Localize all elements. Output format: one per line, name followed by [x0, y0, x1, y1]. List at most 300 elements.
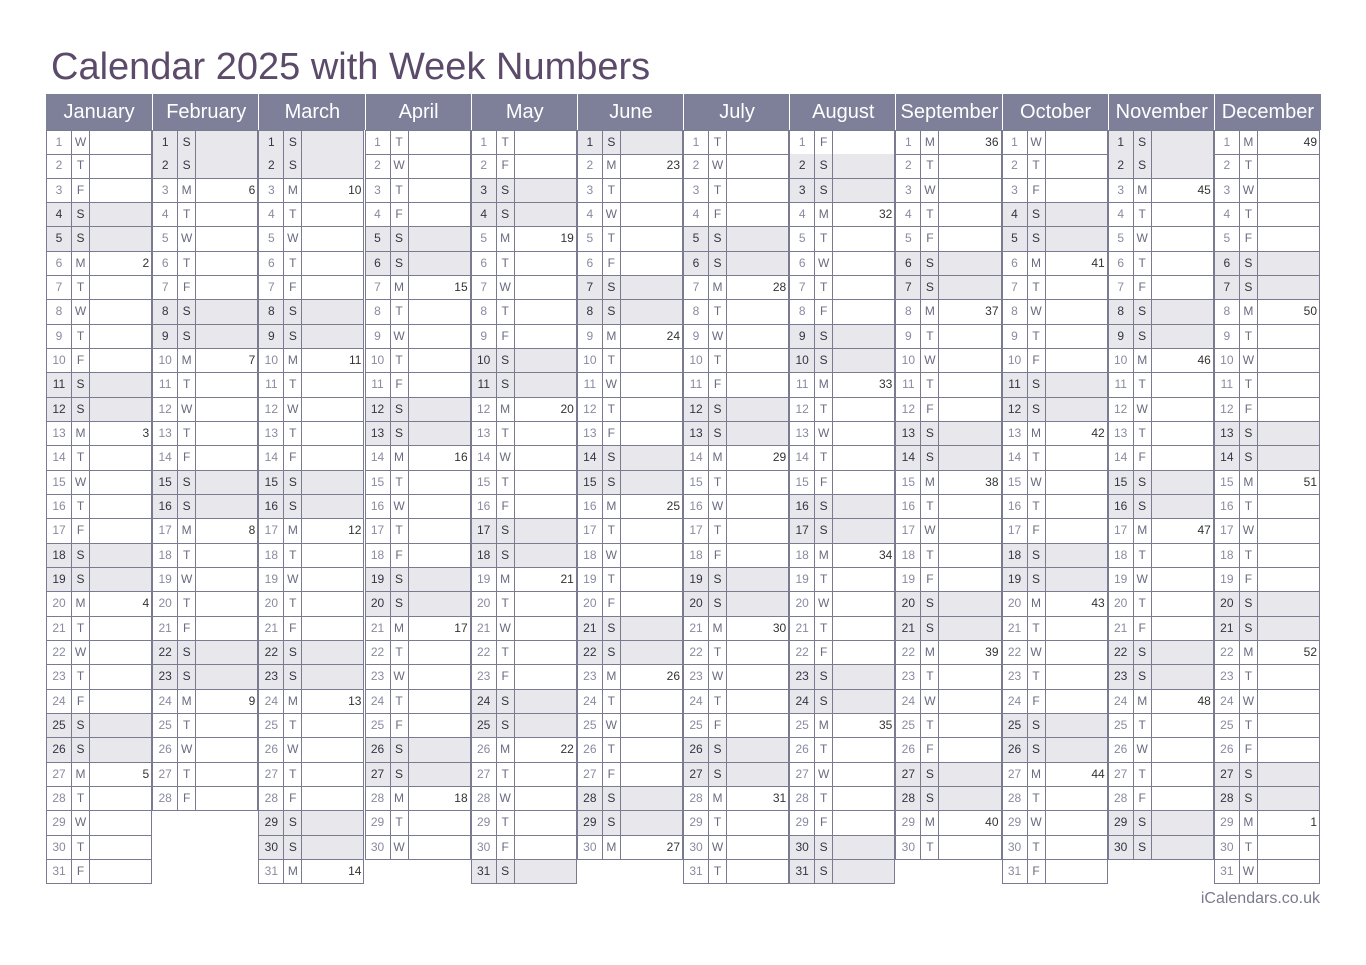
note-cell [90, 179, 151, 202]
note-cell [939, 131, 1000, 154]
day-number: 8 [896, 300, 921, 323]
note-cell [621, 373, 682, 396]
day-row [683, 811, 789, 835]
day-row [789, 227, 895, 251]
weekday-letter: F [1028, 179, 1046, 202]
weekday-letter: W [1134, 568, 1152, 591]
note-cell [1152, 373, 1213, 396]
day-number: 2 [472, 154, 497, 177]
day-number: 15 [790, 471, 815, 494]
weekday-letter: W [178, 568, 196, 591]
day-number: 17 [47, 519, 72, 542]
week-number: 28 [772, 279, 787, 294]
weekday-letter: T [709, 519, 727, 542]
day-number: 19 [1003, 568, 1028, 591]
day-row [471, 665, 577, 689]
day-number: 11 [1215, 373, 1240, 396]
weekday-letter: S [1240, 592, 1258, 615]
day-number: 2 [684, 154, 709, 177]
note-cell [727, 641, 788, 664]
weekday-letter: T [497, 300, 515, 323]
day-number: 27 [790, 763, 815, 786]
note-cell [1258, 836, 1319, 859]
weekday-letter: F [72, 179, 90, 202]
note-cell [515, 325, 576, 348]
day-row [365, 300, 471, 324]
weekday-letter: M [391, 787, 409, 810]
weekday-letter: W [1240, 690, 1258, 713]
weekday-letter: S [391, 422, 409, 445]
weekday-letter: S [815, 179, 833, 202]
note-cell [939, 592, 1000, 615]
day-number: 25 [366, 714, 391, 737]
note-cell [939, 641, 1000, 664]
day-number: 31 [1215, 860, 1240, 883]
weekday-letter: T [709, 300, 727, 323]
note-cell [1152, 568, 1213, 591]
day-row [577, 398, 683, 422]
weekday-letter: T [391, 349, 409, 372]
day-row [471, 860, 577, 884]
day-number: 24 [1003, 690, 1028, 713]
day-number: 4 [896, 203, 921, 226]
note-cell [939, 519, 1000, 542]
day-row [789, 787, 895, 811]
note-cell [1258, 446, 1319, 469]
day-row [895, 227, 1001, 251]
day-row [1214, 544, 1320, 568]
day-row [895, 179, 1001, 203]
day-number: 18 [684, 544, 709, 567]
note-cell [409, 617, 470, 640]
note-cell [1152, 714, 1213, 737]
weekday-letter: F [178, 276, 196, 299]
day-number: 27 [259, 763, 284, 786]
weekday-letter: T [603, 690, 621, 713]
weekday-letter: W [815, 422, 833, 445]
day-row [152, 592, 258, 616]
weekday-letter: S [1240, 276, 1258, 299]
day-row [895, 471, 1001, 495]
weekday-letter: W [178, 398, 196, 421]
note-cell [90, 811, 151, 834]
note-cell [515, 860, 576, 883]
note-cell [1152, 227, 1213, 250]
day-number: 14 [684, 446, 709, 469]
day-row [365, 252, 471, 276]
day-row [46, 349, 152, 373]
day-row [1214, 300, 1320, 324]
day-row [895, 519, 1001, 543]
weekday-letter: F [815, 300, 833, 323]
day-number: 16 [578, 495, 603, 518]
weekday-letter: M [1240, 811, 1258, 834]
weekday-letter: S [1134, 471, 1152, 494]
day-number: 20 [896, 592, 921, 615]
day-row [895, 690, 1001, 714]
note-cell [939, 714, 1000, 737]
day-row [789, 763, 895, 787]
weekday-letter: F [284, 787, 302, 810]
day-row [258, 665, 364, 689]
note-cell [1046, 836, 1107, 859]
day-number: 29 [472, 811, 497, 834]
day-number: 9 [47, 325, 72, 348]
note-cell [1258, 665, 1319, 688]
day-number: 10 [1109, 349, 1134, 372]
day-number: 24 [472, 690, 497, 713]
day-number: 28 [1003, 787, 1028, 810]
day-row [365, 665, 471, 689]
day-row [577, 641, 683, 665]
note-cell [1258, 398, 1319, 421]
weekday-letter: T [921, 373, 939, 396]
day-number: 30 [259, 836, 284, 859]
day-row [365, 811, 471, 835]
day-row [46, 617, 152, 641]
day-row [471, 422, 577, 446]
weekday-letter: S [603, 276, 621, 299]
note-cell [1258, 519, 1319, 542]
note-cell [939, 349, 1000, 372]
weekday-letter: T [1134, 592, 1152, 615]
day-row [1002, 714, 1108, 738]
day-row [365, 130, 471, 155]
weekday-letter: F [709, 544, 727, 567]
month-header: May [471, 94, 578, 130]
weekday-letter: S [284, 154, 302, 177]
day-number: 3 [1003, 179, 1028, 202]
day-number: 20 [472, 592, 497, 615]
day-number: 20 [153, 592, 178, 615]
week-number: 6 [248, 182, 256, 197]
note-cell [196, 665, 257, 688]
day-row [152, 471, 258, 495]
week-number: 18 [454, 790, 468, 805]
week-number: 44 [1091, 766, 1105, 781]
day-number: 9 [684, 325, 709, 348]
day-number: 22 [472, 641, 497, 664]
weekday-letter: T [497, 592, 515, 615]
weekday-letter: S [921, 617, 939, 640]
weekday-letter: M [921, 131, 939, 154]
day-number: 4 [259, 203, 284, 226]
weekday-letter: T [72, 665, 90, 688]
day-number: 25 [1003, 714, 1028, 737]
week-number: 42 [1091, 425, 1105, 440]
note-cell [833, 665, 894, 688]
day-number: 27 [578, 763, 603, 786]
day-row [1002, 617, 1108, 641]
note-cell [1046, 738, 1107, 761]
note-cell [1258, 471, 1319, 494]
day-row [46, 130, 152, 155]
day-number: 24 [153, 690, 178, 713]
weekday-letter: T [178, 763, 196, 786]
note-cell [939, 738, 1000, 761]
day-number: 23 [472, 665, 497, 688]
day-number: 17 [153, 519, 178, 542]
day-row [895, 544, 1001, 568]
note-cell [409, 373, 470, 396]
day-row [789, 495, 895, 519]
day-row [1108, 787, 1214, 811]
weekday-letter: S [497, 714, 515, 737]
day-row [46, 495, 152, 519]
note-cell [1258, 373, 1319, 396]
day-row [258, 592, 364, 616]
day-row [1002, 446, 1108, 470]
day-number: 13 [896, 422, 921, 445]
note-cell [409, 519, 470, 542]
note-cell [939, 422, 1000, 445]
weekday-letter: M [1028, 763, 1046, 786]
day-number: 17 [259, 519, 284, 542]
day-row [152, 154, 258, 178]
note-cell [90, 519, 151, 542]
day-number: 9 [1109, 325, 1134, 348]
weekday-letter: M [1240, 131, 1258, 154]
day-row [471, 690, 577, 714]
weekday-letter: S [815, 349, 833, 372]
day-row [152, 641, 258, 665]
weekday-letter: F [709, 203, 727, 226]
note-cell [939, 787, 1000, 810]
weekday-letter: W [391, 665, 409, 688]
day-row [365, 763, 471, 787]
note-cell [196, 617, 257, 640]
day-row [365, 276, 471, 300]
weekday-letter: S [1134, 300, 1152, 323]
day-number: 6 [153, 252, 178, 275]
day-row [152, 276, 258, 300]
day-number: 8 [790, 300, 815, 323]
note-cell [1046, 763, 1107, 786]
month-header: February [152, 94, 259, 130]
day-number: 28 [153, 787, 178, 810]
note-cell [302, 568, 363, 591]
note-cell [409, 836, 470, 859]
weekday-letter: T [603, 568, 621, 591]
day-number: 10 [366, 349, 391, 372]
weekday-letter: T [497, 131, 515, 154]
weekday-letter: M [391, 446, 409, 469]
weekday-letter: F [603, 592, 621, 615]
weekday-letter: W [72, 471, 90, 494]
weekday-letter: S [72, 568, 90, 591]
note-cell [727, 714, 788, 737]
day-number: 14 [896, 446, 921, 469]
weekday-letter: S [1134, 665, 1152, 688]
note-cell [90, 422, 151, 445]
weekday-letter: S [1134, 836, 1152, 859]
day-row [683, 714, 789, 738]
day-number: 5 [472, 227, 497, 250]
day-number: 17 [1215, 519, 1240, 542]
note-cell [1046, 422, 1107, 445]
weekday-letter: T [1028, 787, 1046, 810]
day-number: 31 [472, 860, 497, 883]
weekday-letter: F [497, 154, 515, 177]
weekday-letter: F [1240, 738, 1258, 761]
day-row [258, 690, 364, 714]
note-cell [1152, 592, 1213, 615]
week-number: 13 [348, 693, 362, 708]
weekday-letter: F [497, 495, 515, 518]
day-row [365, 617, 471, 641]
note-cell [90, 665, 151, 688]
day-row [471, 787, 577, 811]
day-row [258, 763, 364, 787]
weekday-letter: T [1028, 325, 1046, 348]
note-cell [727, 252, 788, 275]
day-row [1214, 641, 1320, 665]
day-number: 25 [684, 714, 709, 737]
note-cell [833, 179, 894, 202]
day-row [789, 690, 895, 714]
day-row [1108, 836, 1214, 860]
day-number: 15 [366, 471, 391, 494]
weekday-letter: S [709, 252, 727, 275]
note-cell [302, 860, 363, 883]
weekday-letter: T [284, 714, 302, 737]
day-number: 4 [1215, 203, 1240, 226]
day-number: 1 [366, 131, 391, 154]
weekday-letter: S [284, 836, 302, 859]
weekday-letter: T [921, 495, 939, 518]
note-cell [90, 203, 151, 226]
day-number: 5 [259, 227, 284, 250]
day-number: 17 [578, 519, 603, 542]
day-row [789, 617, 895, 641]
day-row [46, 836, 152, 860]
day-number: 16 [790, 495, 815, 518]
weekday-letter: T [391, 300, 409, 323]
note-cell [409, 422, 470, 445]
weekday-letter: T [709, 811, 727, 834]
month-header: January [46, 94, 152, 130]
weekday-letter: T [178, 544, 196, 567]
note-cell [515, 227, 576, 250]
note-cell [515, 787, 576, 810]
day-number: 8 [153, 300, 178, 323]
weekday-letter: T [815, 617, 833, 640]
day-row [471, 471, 577, 495]
day-number: 10 [684, 349, 709, 372]
weekday-letter: S [1028, 398, 1046, 421]
day-number: 19 [790, 568, 815, 591]
day-number: 22 [1109, 641, 1134, 664]
weekday-letter: T [1028, 276, 1046, 299]
day-row [895, 836, 1001, 860]
weekday-letter: F [603, 422, 621, 445]
day-number: 10 [47, 349, 72, 372]
day-row [152, 398, 258, 422]
weekday-letter: S [1240, 787, 1258, 810]
note-cell [409, 252, 470, 275]
weekday-letter: F [391, 203, 409, 226]
day-row [683, 617, 789, 641]
note-cell [515, 300, 576, 323]
weekday-letter: S [1028, 738, 1046, 761]
day-row [258, 227, 364, 251]
weekday-letter: M [815, 373, 833, 396]
day-number: 10 [896, 349, 921, 372]
week-number: 35 [878, 717, 893, 732]
day-number: 20 [578, 592, 603, 615]
day-number: 5 [896, 227, 921, 250]
day-row [1002, 276, 1108, 300]
weekday-letter: T [72, 276, 90, 299]
note-cell [515, 568, 576, 591]
note-cell [621, 763, 682, 786]
note-cell [409, 203, 470, 226]
weekday-letter: M [921, 300, 939, 323]
day-number: 20 [1003, 592, 1028, 615]
day-row [895, 787, 1001, 811]
note-cell [621, 227, 682, 250]
note-cell [1046, 131, 1107, 154]
week-number: 5 [142, 766, 150, 781]
note-cell [196, 519, 257, 542]
weekday-letter: T [284, 763, 302, 786]
day-row [895, 495, 1001, 519]
note-cell [621, 179, 682, 202]
note-cell [727, 227, 788, 250]
day-row [46, 373, 152, 397]
day-number: 13 [153, 422, 178, 445]
day-row [258, 860, 364, 884]
weekday-letter: F [1134, 276, 1152, 299]
weekday-letter: M [284, 690, 302, 713]
day-row [1002, 495, 1108, 519]
day-row [895, 641, 1001, 665]
day-row [1108, 519, 1214, 543]
day-row [152, 325, 258, 349]
note-cell [727, 373, 788, 396]
day-row [46, 422, 152, 446]
weekday-letter: T [178, 373, 196, 396]
day-row [1214, 373, 1320, 397]
weekday-letter: T [815, 398, 833, 421]
weekday-letter: T [921, 154, 939, 177]
day-number: 11 [1109, 373, 1134, 396]
weekday-letter: W [72, 131, 90, 154]
note-cell [939, 446, 1000, 469]
day-number: 5 [366, 227, 391, 250]
note-cell [833, 544, 894, 567]
day-row [365, 495, 471, 519]
day-row [1002, 544, 1108, 568]
day-row [258, 544, 364, 568]
weekday-letter: T [603, 738, 621, 761]
note-cell [621, 592, 682, 615]
day-row [1002, 422, 1108, 446]
note-cell [515, 131, 576, 154]
day-row [258, 471, 364, 495]
day-row [365, 568, 471, 592]
day-row [471, 252, 577, 276]
note-cell [833, 592, 894, 615]
weekday-letter: M [815, 203, 833, 226]
weekday-letter: S [72, 227, 90, 250]
weekday-letter: S [284, 811, 302, 834]
weekday-letter: S [709, 422, 727, 445]
day-number: 10 [153, 349, 178, 372]
note-cell [515, 690, 576, 713]
day-number: 6 [366, 252, 391, 275]
day-row [1214, 787, 1320, 811]
